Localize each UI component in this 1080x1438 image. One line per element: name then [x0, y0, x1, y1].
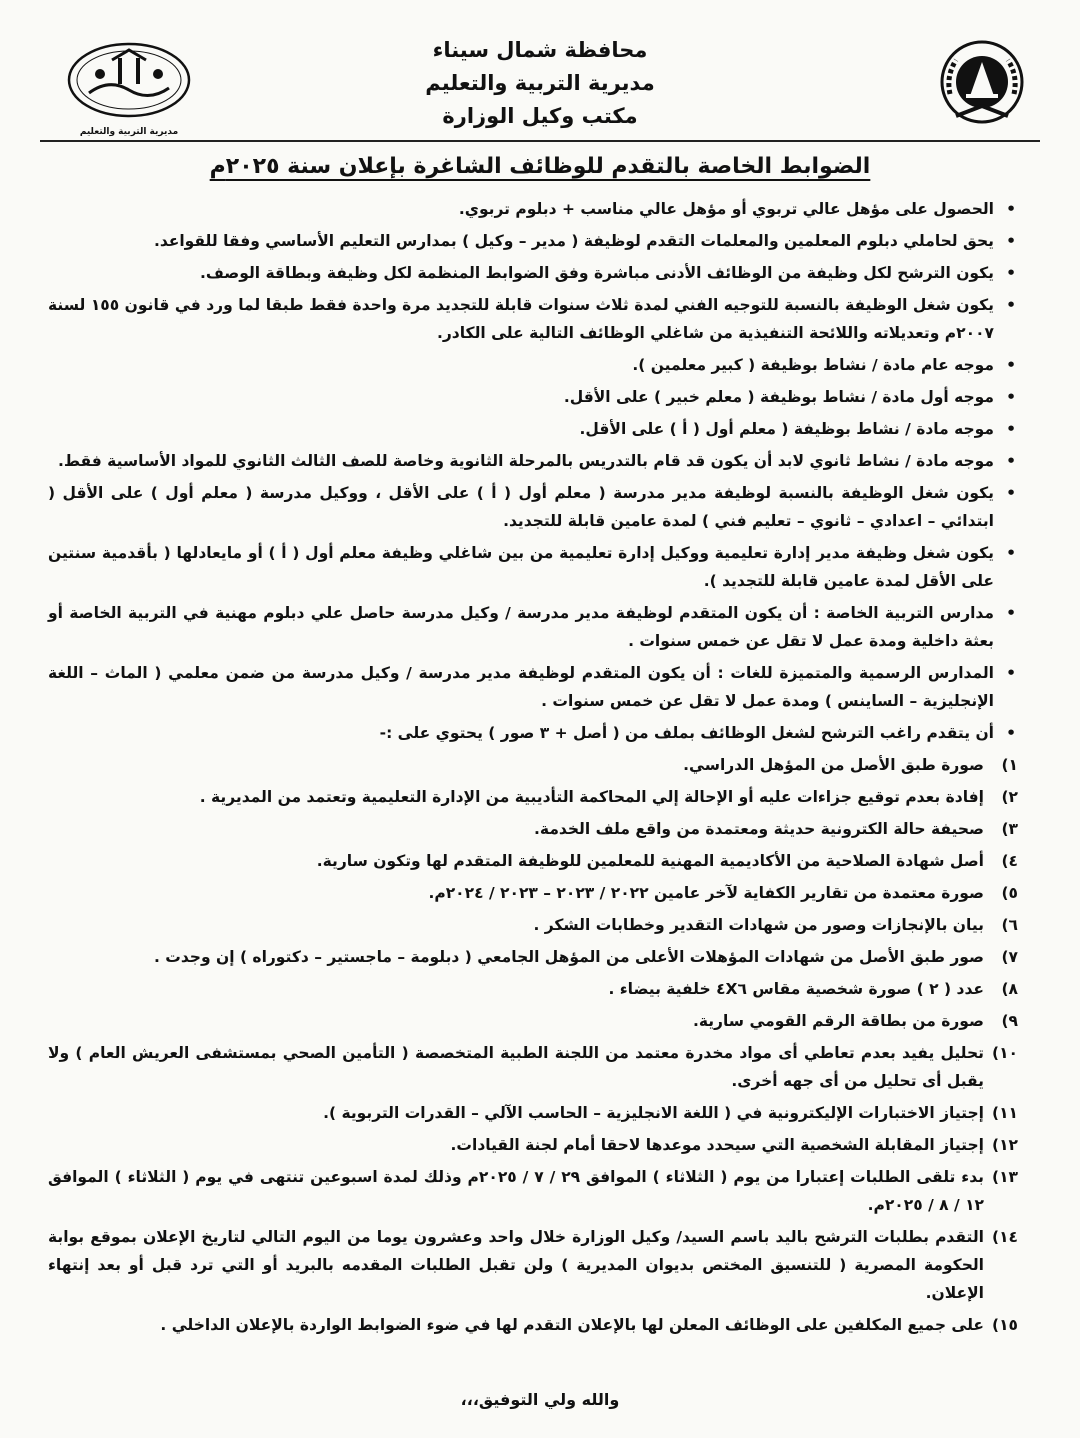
bullet-text: يكون الترشح لكل وظيفة من الوظائف الأدنى مباشرة وفق الضوابط المنظمة لكل وظيفة وبطاقة الوصف.: [199, 264, 994, 282]
bullet-icon: •: [1006, 388, 1016, 406]
numbered-item: [48, 1131, 1018, 1159]
item-text: تحليل يفيد بعدم تعاطي أى مواد مخدرة معتمد من اللجنة الطبية المتخصصة ( التأمين الصحي بمستشفى العريش العام ) ولا يقبل أى تحليل من أى جهه أخرى.: [48, 1044, 984, 1090]
bullet-item: [48, 259, 1018, 287]
bullet-item: [48, 447, 1018, 475]
bullet-icon: •: [1006, 484, 1016, 502]
bullet-text: أن يتقدم راغب الترشح لشغل الوظائف بملف من ( أصل + ٣ صور ) يحتوي على :-: [379, 724, 994, 742]
bullet-text: يكون شغل الوظيفة بالنسبة للتوجيه الفني لمدة ثلاث سنوات قابلة للتجديد مرة واحدة فقط طبقا لما ورد في قانون ١٥٥ لسنة ٢٠٠٧م وتعديلاته واللائحة التنفيذية من شاغلي الوظائف التالية على الكادر.: [48, 296, 995, 342]
bullet-item: [48, 659, 1018, 715]
numbered-list: [48, 751, 1018, 1339]
item-number: ١٤): [991, 1228, 1018, 1246]
bullet-text: يحق لحاملي دبلوم المعلمين والمعلمات التقدم لوظيفة ( مدير – وكيل ) بمدارس التعليم الأساسي وفقا للقواعد.: [153, 232, 994, 250]
directorate-logo: [64, 38, 194, 137]
item-number: ٨): [1001, 980, 1018, 998]
bullet-item: [48, 227, 1018, 255]
item-text: أصل شهادة الصلاحية من الأكاديمية المهنية للمعلمين للوظيفة المتقدم لها وتكون سارية.: [316, 852, 984, 870]
numbered-item: [48, 975, 1018, 1003]
numbered-item: [48, 751, 1018, 779]
bullet-item: [48, 195, 1018, 223]
item-number: ٩): [1001, 1012, 1018, 1030]
item-number: ٤): [1001, 852, 1018, 870]
item-text: صحيفة حالة الكترونية حديثة ومعتمدة من واقع ملف الخدمة.: [534, 820, 984, 838]
bullet-icon: •: [1006, 200, 1016, 218]
bullet-item: [48, 291, 1018, 347]
item-text: بدء تلقى الطلبات إعتبارا من يوم ( الثلاثاء ) الموافق ٢٩ / ٧ / ٢٠٢٥م وذلك لمدة اسبوعين تنتهى في يوم ( الثلاثاء ) الموافق ١٢ / ٨ / ٢٠٢٥م.: [48, 1168, 984, 1214]
bullet-item: [48, 351, 1018, 379]
item-number: ٧): [1001, 948, 1018, 966]
numbered-item: [48, 911, 1018, 939]
governorate-name: محافظة شمال سيناء: [432, 38, 648, 62]
bullet-icon: •: [1006, 420, 1016, 438]
bullet-text: الحصول على مؤهل عالي تربوي أو مؤهل عالي مناسب + دبلوم تربوي.: [458, 200, 994, 218]
numbered-item: [48, 1099, 1018, 1127]
document-title: الضوابط الخاصة بالتقدم للوظائف الشاغرة بإعلان سنة ٢٠٢٥م: [209, 154, 871, 179]
item-number: ٥): [1001, 884, 1018, 902]
numbered-item: [48, 1223, 1018, 1307]
numbered-item: [48, 847, 1018, 875]
item-text: إجتياز الاختبارات الإليكترونية في ( اللغة الانجليزية – الحاسب الآلي – القدرات التربوية ).: [323, 1104, 984, 1122]
item-text: صور طبق الأصل من شهادات المؤهلات الأعلى من المؤهل الجامعي ( دبلومة – ماجستير – دكتوراه ) إن وجدت .: [153, 948, 984, 966]
bullet-item: [48, 479, 1018, 535]
bullet-item: [48, 719, 1018, 747]
bullet-icon: •: [1006, 544, 1016, 562]
bullet-text: موجه مادة / نشاط بوظيفة ( معلم أول ( أ ) على الأقل.: [579, 420, 994, 438]
numbered-item: [48, 783, 1018, 811]
item-number: ٣): [1001, 820, 1018, 838]
item-text: بيان بالإنجازات وصور من شهادات التقدير وخطابات الشكر .: [533, 916, 984, 934]
numbered-item: [48, 1163, 1018, 1219]
bullet-text: موجه عام مادة / نشاط بوظيفة ( كبير معلمين ).: [632, 356, 994, 374]
bullet-text: موجه مادة / نشاط ثانوي لابد أن يكون قد قام بالتدريس بالمرحلة الثانوية وخاصة للصف الثالث الثانوي للمواد الأساسية فقط.: [57, 452, 994, 470]
item-text: صورة من بطاقة الرقم القومي سارية.: [692, 1012, 984, 1030]
bullet-icon: •: [1006, 664, 1016, 682]
numbered-item: [48, 943, 1018, 971]
bullet-icon: •: [1006, 356, 1016, 374]
bullet-text: المدارس الرسمية والمتميزة للغات : أن يكون المتقدم لوظيفة مدير مدرسة / وكيل مدرسة من ضمن معلمي ( الماث – اللغة الإنجليزية – الساينس ) ومدة عمل لا تقل عن خمس سنوات .: [48, 664, 994, 710]
item-number: ١٥): [991, 1316, 1018, 1334]
item-text: التقدم بطلبات الترشح باليد باسم السيد/ وكيل الوزارة خلال واحد وعشرون يوما من اليوم التالي لتاريخ الإعلان بموقع بوابة الحكومة المصرية ( للتنسيق المختص بديوان المديرية ) ولن تقبل الطلبات المقدمه بالبريد أو التي ترد قبل أو بعد إنتهاء الإعلان.: [48, 1228, 984, 1302]
numbered-item: [48, 1039, 1018, 1095]
logo-caption: مديرية التربية والتعليم: [79, 127, 179, 137]
item-text: إجتياز المقابلة الشخصية التي سيحدد موعدها لاحقا أمام لجنة القيادات.: [450, 1136, 984, 1154]
item-number: ١١): [991, 1104, 1018, 1122]
item-number: ١): [1001, 756, 1018, 774]
bullet-text: موجه أول مادة / نشاط بوظيفة ( معلم خبير ) على الأقل.: [563, 388, 994, 406]
governorate-seal-icon: [936, 36, 1028, 128]
item-text: صورة معتمدة من تقارير الكفاية لآخر عامين ٢٠٢٢ / ٢٠٢٣ – ٢٠٢٣ / ٢٠٢٤م.: [428, 884, 984, 902]
item-text: صورة طبق الأصل من المؤهل الدراسي.: [683, 756, 984, 774]
letterhead: [40, 28, 1040, 142]
bullet-icon: •: [1006, 452, 1016, 470]
bullet-icon: •: [1006, 296, 1016, 314]
bullet-item: [48, 415, 1018, 443]
item-number: ١٠): [991, 1044, 1018, 1062]
bullet-icon: •: [1006, 232, 1016, 250]
item-text: عدد ( ٢ ) صورة شخصية مقاس ٤X٦ خلفية بيضاء .: [608, 980, 984, 998]
bullet-icon: •: [1006, 724, 1016, 742]
directorate-emblem-icon: [64, 38, 194, 123]
office-name: مكتب وكيل الوزارة: [442, 104, 638, 128]
bullet-list: [48, 195, 1018, 747]
numbered-item: [48, 1311, 1018, 1339]
directorate-name: مديرية التربية والتعليم: [425, 71, 655, 95]
letterhead-text: [300, 34, 780, 133]
item-number: ١٢): [991, 1136, 1018, 1154]
bullet-text: يكون شغل الوظيفة بالنسبة لوظيفة مدير مدرسة ( معلم أول ( أ ) على الأقل ، ووكيل مدرسة ( معلم أول ) على الأقل ( ابتدائي – اعدادي – ثانوي – تعليم فني ) لمدة عامين قابلة للتجديد.: [48, 484, 994, 530]
document-body: [48, 195, 1018, 1343]
bullet-icon: •: [1006, 264, 1016, 282]
bullet-text: يكون شغل وظيفة مدير إدارة تعليمية ووكيل إدارة تعليمية من بين شاغلي وظيفة معلم أول ( أ ) أو مايعادلها ( بأقدمية سنتين على الأقل لمدة عامين قابلة للتجديد ).: [48, 544, 994, 590]
bullet-item: [48, 539, 1018, 595]
item-number: ١٣): [991, 1168, 1018, 1186]
bullet-item: [48, 383, 1018, 411]
bullet-item: [48, 599, 1018, 655]
closing-line: والله ولي التوفيق،،،: [460, 1390, 620, 1409]
bullet-icon: •: [1006, 604, 1016, 622]
numbered-item: [48, 815, 1018, 843]
item-number: ٢): [1001, 788, 1018, 806]
item-number: ٦): [1001, 916, 1018, 934]
numbered-item: [48, 879, 1018, 907]
bullet-text: مدارس التربية الخاصة : أن يكون المتقدم لوظيفة مدير مدرسة / وكيل مدرسة حاصل علي دبلوم مهنية في التربية الخاصة أو بعثة داخلية ومدة عمل لا تقل عن خمس سنوات .: [48, 604, 994, 650]
item-text: على جميع المكلفين على الوظائف المعلن لها بالإعلان التقدم لها في ضوء الضوابط الواردة بالإعلان الداخلي .: [160, 1316, 984, 1334]
item-text: إفادة بعدم توقيع جزاءات عليه أو الإحالة إلي المحاكمة التأديبية من الإدارة التعليمية وتعتمد من المديرية .: [199, 788, 984, 806]
numbered-item: [48, 1007, 1018, 1035]
